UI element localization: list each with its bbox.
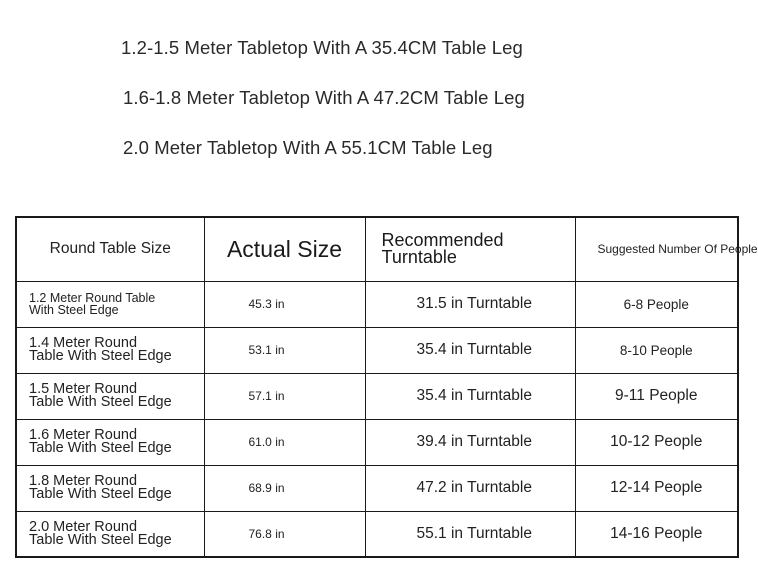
cell-people: 12-14 People [575, 465, 738, 511]
cell-turntable: 55.1 in Turntable [365, 511, 575, 557]
cell-people: 6-8 People [575, 281, 738, 327]
size-line1: 1.5 Meter Round [29, 381, 138, 397]
cell-round-table-size [16, 465, 204, 511]
cell-people: 14-16 People [575, 511, 738, 557]
cell-actual-size: 61.0 in [204, 419, 365, 465]
header-recommended-turntable [365, 217, 575, 281]
size-line2: Table With Steel Edge [29, 486, 172, 502]
cell-turntable: 47.2 in Turntable [365, 465, 575, 511]
table-row [16, 419, 738, 465]
size-line1: 1.2 Meter Round Table [29, 291, 156, 305]
cell-people: 8-10 People [575, 327, 738, 373]
table-leg-note-3: 2.0 Meter Tabletop With A 55.1CM Table Leg [123, 137, 493, 158]
cell-round-table-size [16, 373, 204, 419]
table-row [16, 465, 738, 511]
cell-actual-size: 57.1 in [204, 373, 365, 419]
cell-actual-size: 45.3 in [204, 281, 365, 327]
size-line2: Table With Steel Edge [29, 348, 172, 364]
header-turntable-line1: Recommended [381, 230, 504, 251]
cell-turntable: 35.4 in Turntable [365, 327, 575, 373]
size-line2: Table With Steel Edge [29, 394, 172, 410]
cell-actual-size: 76.8 in [204, 511, 365, 557]
header-round-table-size: Round Table Size [16, 217, 204, 281]
cell-round-table-size [16, 419, 204, 465]
cell-actual-size: 53.1 in [204, 327, 365, 373]
cell-turntable: 39.4 in Turntable [365, 419, 575, 465]
cell-turntable: 35.4 in Turntable [365, 373, 575, 419]
cell-round-table-size [16, 511, 204, 557]
header-turntable-line2: Turntable [381, 247, 457, 268]
size-line2: Table With Steel Edge [29, 531, 172, 548]
table-header-row [16, 217, 738, 281]
header-actual-size: Actual Size [204, 217, 365, 281]
cell-people: 9-11 People [575, 373, 738, 419]
size-line2: Table With Steel Edge [29, 440, 172, 456]
cell-round-table-size [16, 327, 204, 373]
size-table [15, 216, 758, 558]
cell-actual-size: 68.9 in [204, 465, 365, 511]
header-suggested-people: Suggested Number Of People [575, 217, 738, 281]
table-row [16, 511, 738, 557]
size-line1: 2.0 Meter Round [29, 518, 138, 535]
cell-round-table-size [16, 281, 204, 327]
size-line1: 1.8 Meter Round [29, 473, 138, 489]
cell-turntable: 31.5 in Turntable [365, 281, 575, 327]
table-leg-note-2: 1.6-1.8 Meter Tabletop With A 47.2CM Table Leg [123, 87, 525, 108]
cell-people: 10-12 People [575, 419, 738, 465]
table-row [16, 373, 738, 419]
size-line1: 1.4 Meter Round [29, 335, 138, 351]
table-row [16, 281, 738, 327]
table-leg-note-1: 1.2-1.5 Meter Tabletop With A 35.4CM Table Leg [121, 37, 523, 58]
table-row [16, 327, 738, 373]
size-line2: With Steel Edge [29, 303, 119, 317]
size-line1: 1.6 Meter Round [29, 427, 138, 443]
